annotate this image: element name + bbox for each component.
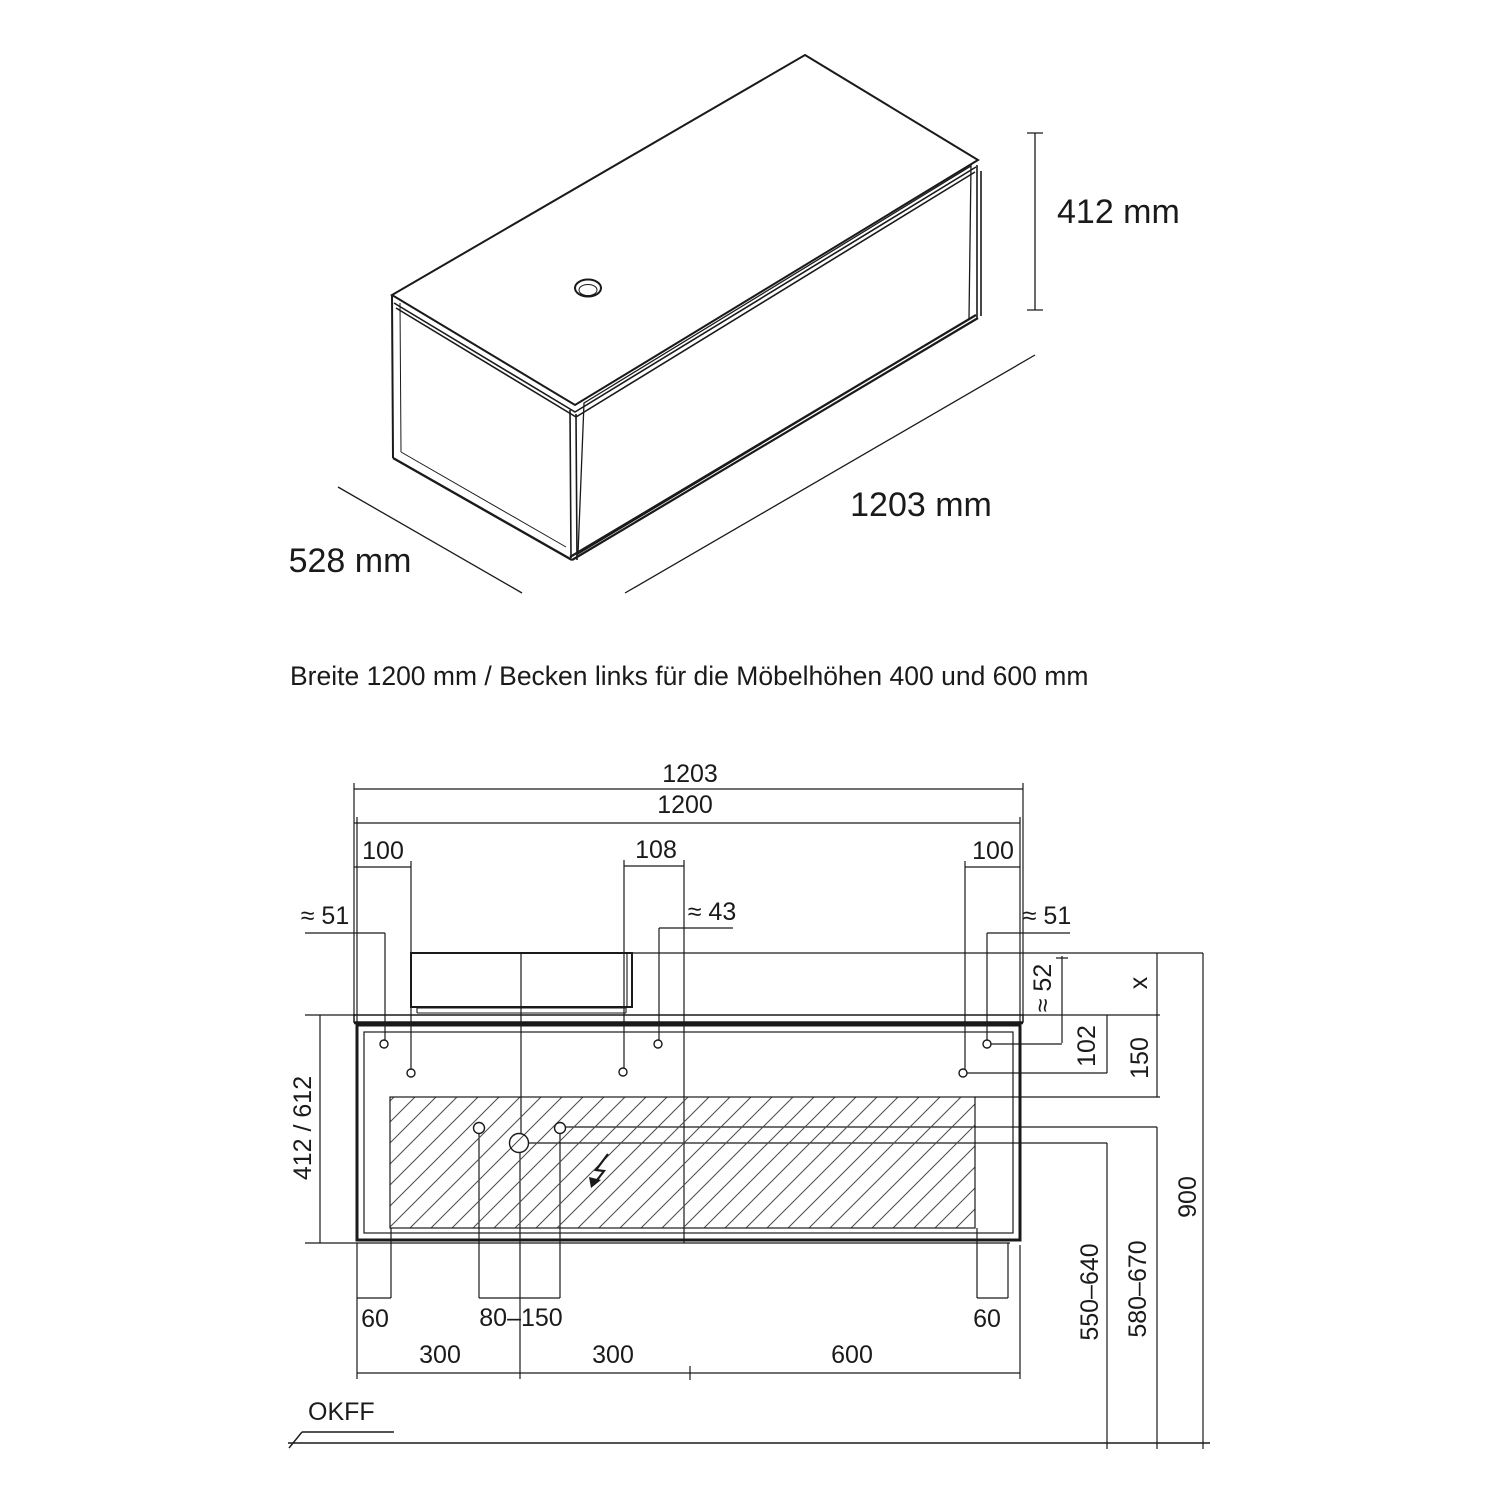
mounting-hole-icon [654,1040,662,1048]
dim-supply-height-range: 580–670 [1124,1240,1152,1338]
dim-offset-center: 108 [635,836,677,864]
mounting-hole-icon [380,1040,388,1048]
dim-total-width: 1203 [662,760,718,788]
dim-approx-left: ≈ 51 [300,902,350,930]
caption-text: Breite 1200 mm / Becken links für die Möbelhöhen 400 und 600 mm [290,661,1089,691]
dim-offset-right: 100 [972,837,1014,865]
dim-supply-span: 80–150 [479,1304,563,1332]
iso-height-label: 412 mm [1057,193,1180,231]
faucet-hole-inner-icon [579,285,597,296]
dim-total-height: 900 [1174,1176,1202,1218]
dim-approx-center: ≈ 43 [687,898,737,926]
iso-left-edge [392,295,393,458]
iso-bottom-left-edge [393,458,572,560]
datum-symbol [289,1432,394,1448]
iso-width-dim-line [625,355,1035,593]
iso-depth-label: 528 mm [288,542,412,580]
mounting-hole-icon [407,1069,415,1077]
iso-width-label: 1203 mm [850,486,992,524]
basin-detail-lines [417,953,627,1013]
elevation-labels [289,760,1202,1426]
dim-drain-height-range: 550–640 [1076,1243,1104,1341]
dim-150: 150 [1126,1037,1154,1079]
iso-slab-lines [394,167,976,417]
datum-label: OKFF [308,1398,375,1426]
dim-seg-600: 600 [831,1341,873,1369]
mounting-holes [380,1040,991,1077]
mounting-hole-icon [619,1068,627,1076]
dim-approx-rim: ≈ 52 [1029,963,1057,1013]
dim-offset-left: 100 [362,837,404,865]
dim-clearance-right: 60 [973,1305,1001,1333]
mounting-hole-icon [983,1040,991,1048]
dim-cabinet-width: 1200 [657,791,713,819]
iso-front-corner-edges [570,410,577,560]
iso-height-dim-line [1027,133,1043,310]
iso-right-corner-edges [977,165,981,318]
dim-clearance-left: 60 [361,1305,389,1333]
iso-top-face [392,55,978,405]
dim-cabinet-heights: 412 / 612 [289,1075,317,1181]
dim-102: 102 [1073,1025,1101,1067]
dim-variable-x: x [1125,976,1153,990]
dim-approx-right: ≈ 51 [1022,902,1072,930]
dim-seg-300-left: 300 [419,1341,461,1369]
iso-labels [289,193,1180,580]
countertop [354,1015,1023,1022]
dim-seg-300-right: 300 [592,1341,634,1369]
mounting-hole-icon [959,1069,967,1077]
niche-hatch-fill [390,1097,975,1228]
faucet-hole-icon [575,280,601,297]
